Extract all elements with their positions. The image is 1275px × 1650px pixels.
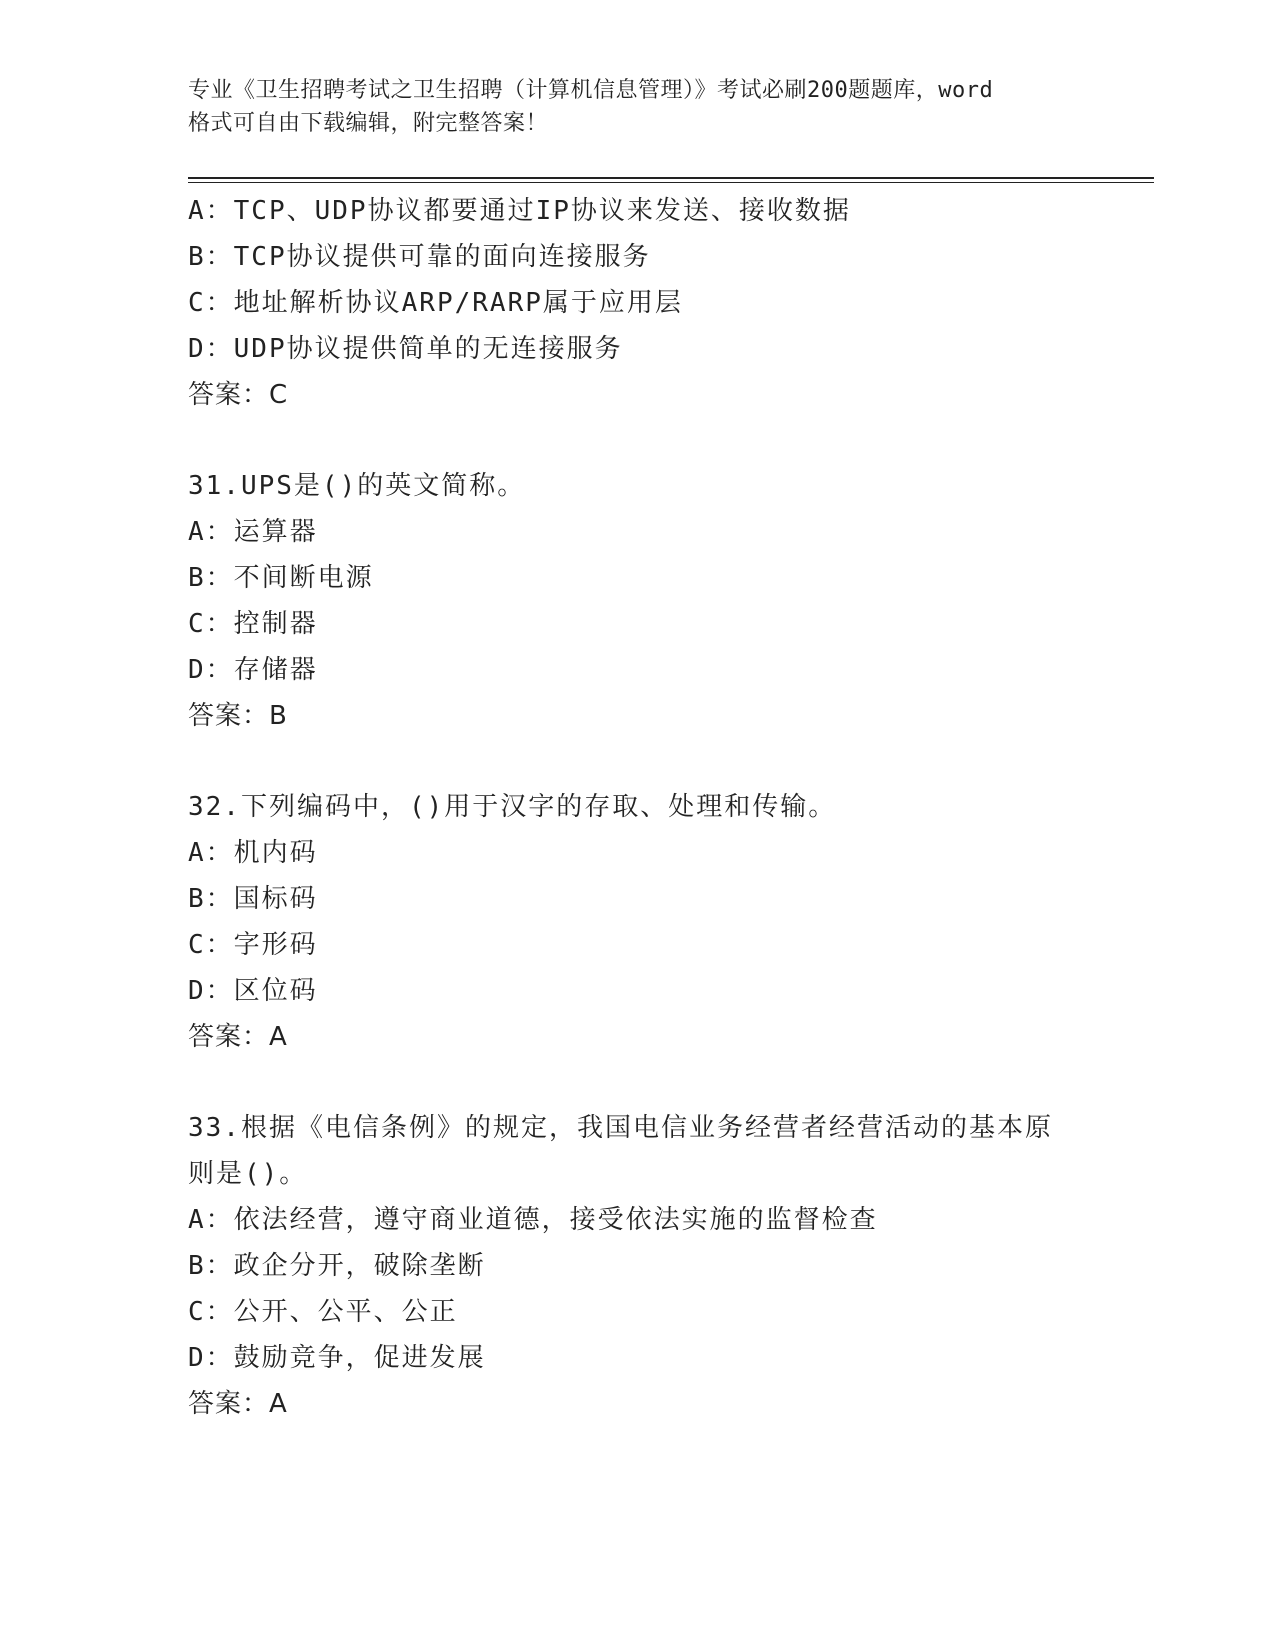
answer: 答案：A [188,1389,288,1419]
option-c: C：字形码 [188,930,318,960]
header-line-2: 格式可自由下载编辑，附完整答案！ [188,111,549,136]
option-d: D：存储器 [188,655,318,685]
option-b: B：国标码 [188,884,318,914]
answer: 答案：B [188,701,288,731]
header-line-1: 专业《卫生招聘考试之卫生招聘（计算机信息管理）》考试必刷200题题库，word [188,78,994,103]
option-b: B：不间断电源 [188,563,374,593]
option-b: B：TCP协议提供可靠的面向连接服务 [188,242,651,272]
question-32 [188,784,1088,1060]
question-stem: 31.UPS是()的英文简称。 [188,471,526,501]
question-list [188,188,1088,1427]
question-stem: 32.下列编码中，()用于汉字的存取、处理和传输。 [188,792,837,822]
question-stem-line-1: 33.根据《电信条例》的规定，我国电信业务经营者经营活动的基本原 [188,1113,1053,1143]
header-divider-thick [188,177,1154,179]
option-c: C：控制器 [188,609,318,639]
option-d: D：鼓励竞争，促进发展 [188,1343,486,1373]
option-c: C：地址解析协议ARP/RARP属于应用层 [188,288,683,318]
spacer [188,418,1088,463]
question-30 [188,188,1088,418]
question-33 [188,1105,1088,1427]
question-stem-line-2: 则是()。 [188,1159,308,1189]
option-a: A：机内码 [188,838,318,868]
document-header [188,74,1088,140]
option-b: B：政企分开，破除垄断 [188,1251,486,1281]
answer: 答案：C [188,380,289,410]
option-d: D：UDP协议提供简单的无连接服务 [188,334,623,364]
option-a: A：TCP、UDP协议都要通过IP协议来发送、接收数据 [188,196,851,226]
option-a: A：运算器 [188,517,318,547]
question-31 [188,463,1088,739]
spacer [188,739,1088,784]
header-divider-thin [188,182,1154,183]
option-c: C：公开、公平、公正 [188,1297,458,1327]
spacer [188,1060,1088,1105]
answer: 答案：A [188,1022,288,1052]
option-d: D：区位码 [188,976,318,1006]
option-a: A：依法经营，遵守商业道德，接受依法实施的监督检查 [188,1205,878,1235]
